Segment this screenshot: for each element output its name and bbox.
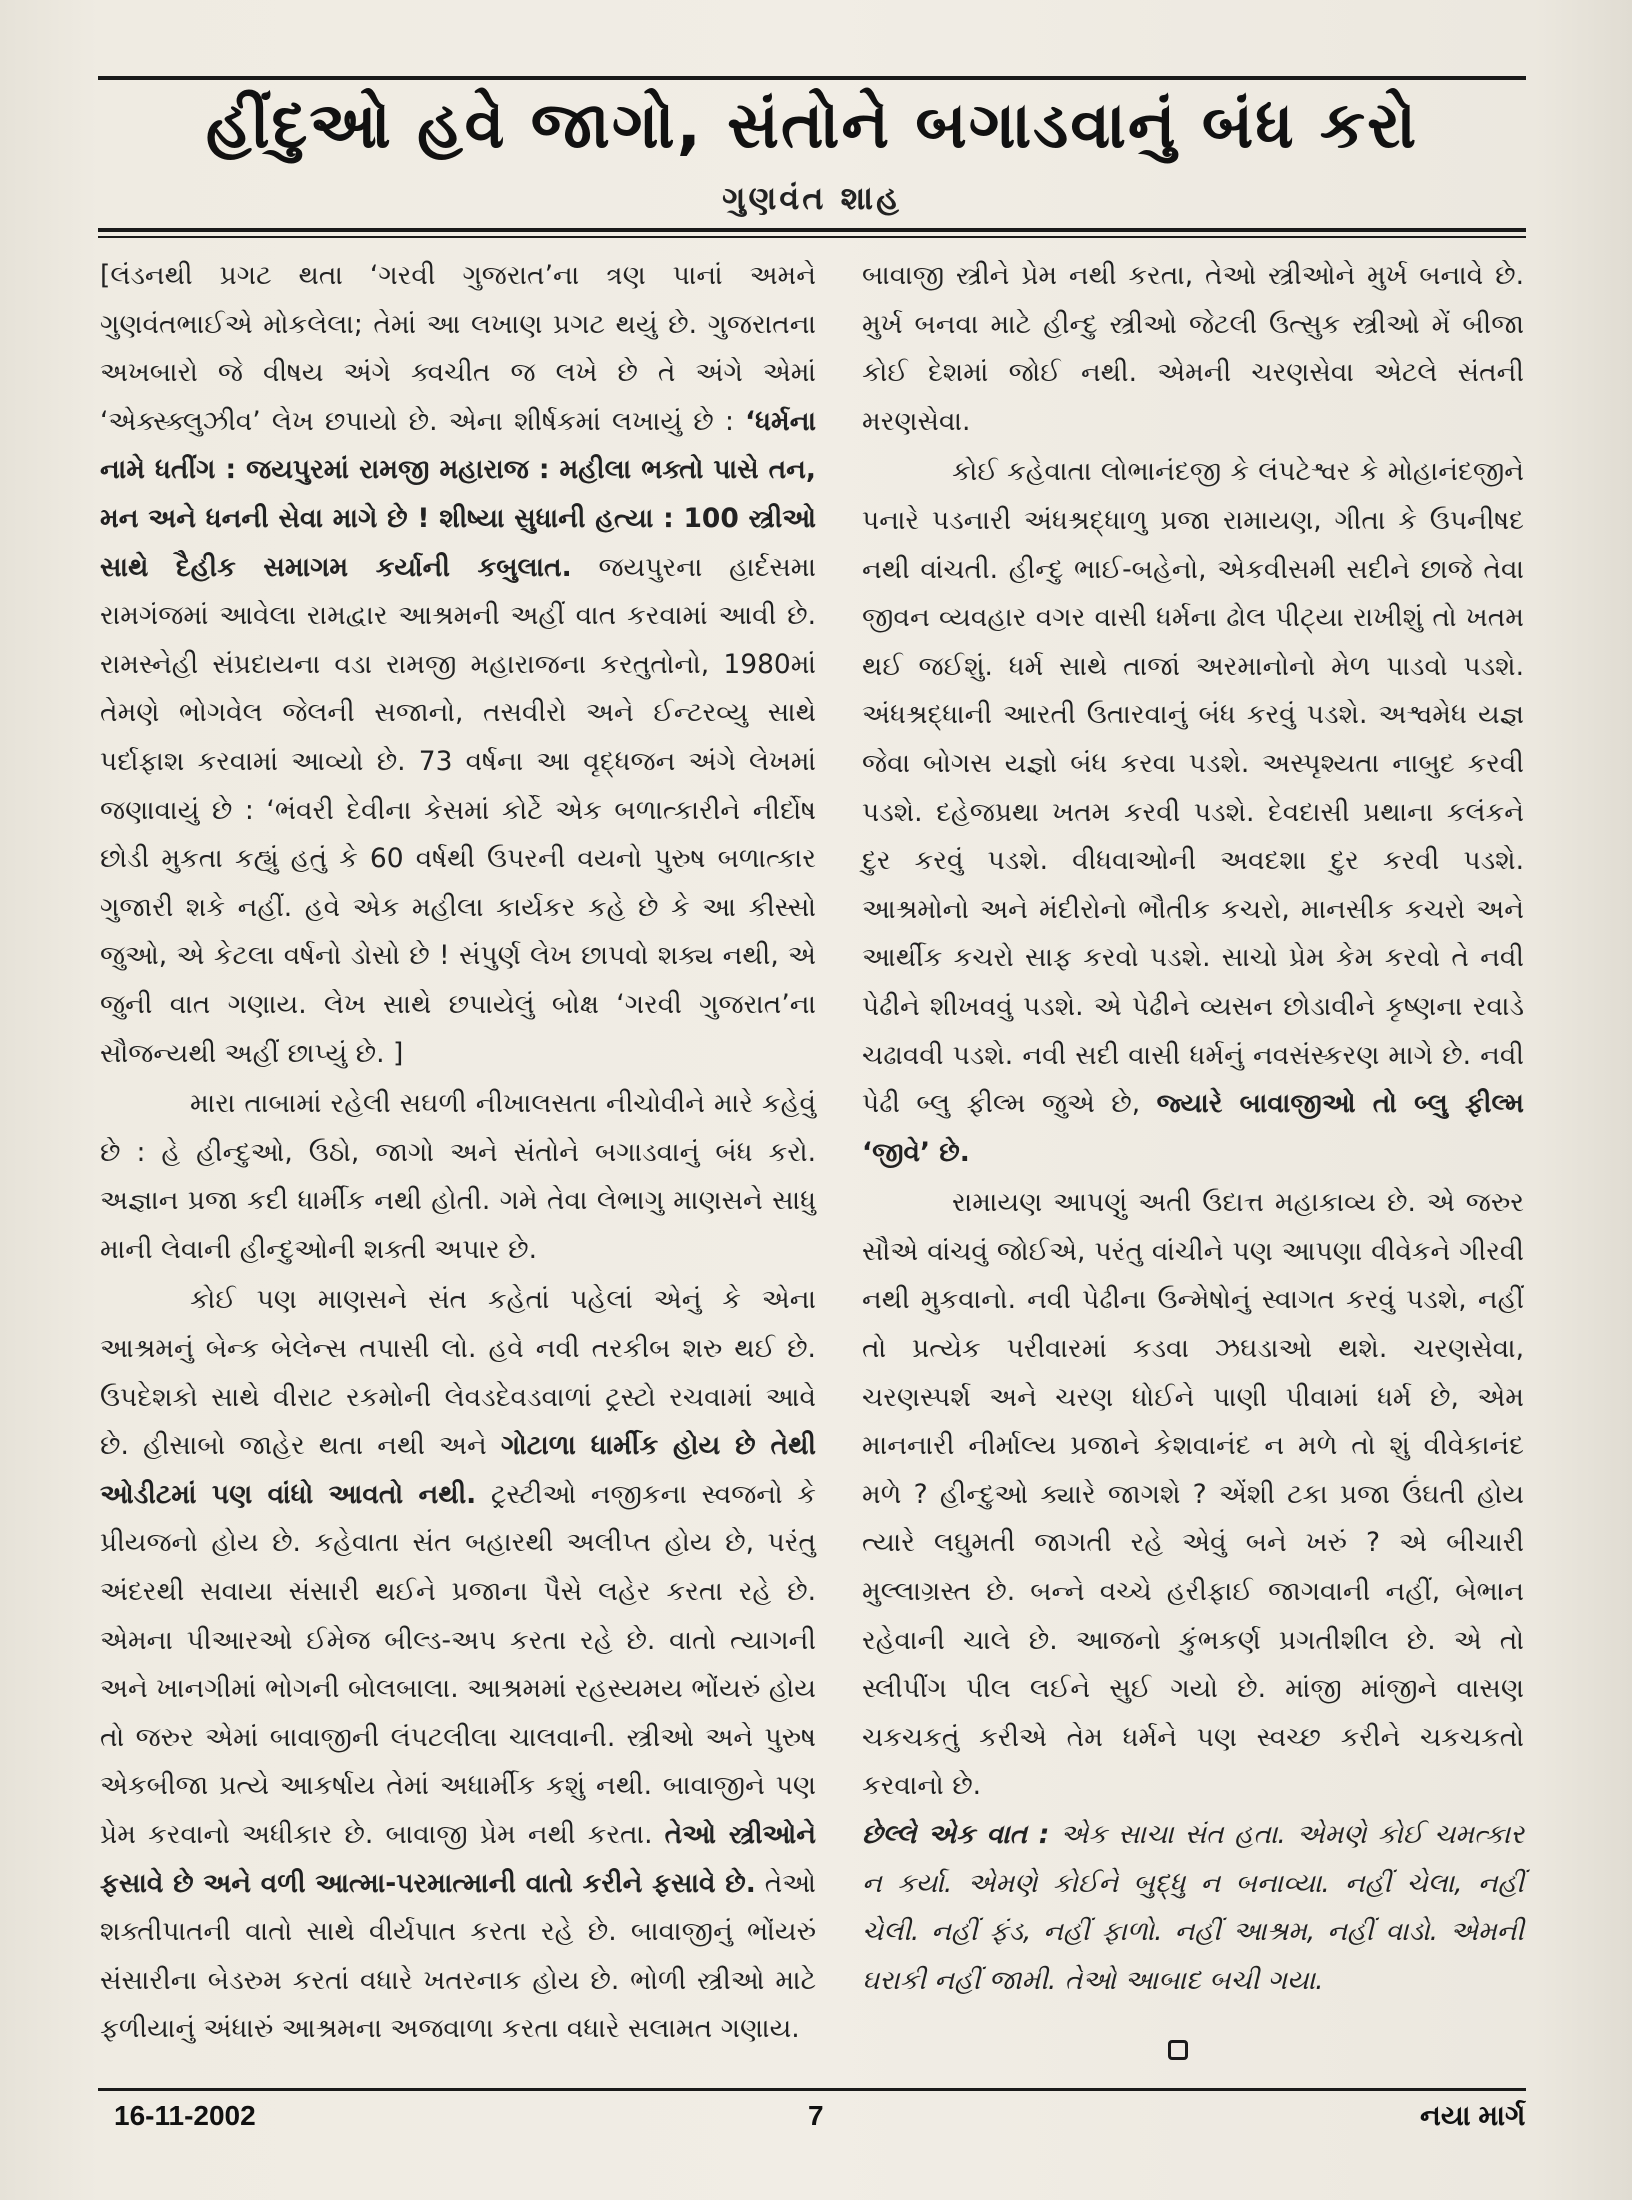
paragraph-2-text: કોઈ પણ માણસને સંત કહેતાં પહેલાં એનું કે એના આશ્રમનું બેન્ક બેલેન્સ તપાસી લો. હવે નવી તરકીબ શરુ થઈ છે. ઉપદેશકો સાથે વીરાટ રકમોની લેવડદેવડવાળાં ટ્રસ્ટો રચવામાં આવે છે. હીસાબો જાહેર થતા નથી અને (100, 1284, 816, 1462)
footer-date: 16-11-2002 (114, 2100, 256, 2131)
header-rule-thin (98, 236, 1526, 238)
author-byline: ગુણવંત શાહ (722, 179, 902, 217)
paragraph-2-bold: ગોટાળા ધાર્મીક હોય છે તેથી ઓડીટમાં પણ વાંધો આવતો નથી. (100, 1430, 816, 1510)
paragraph-b-text: કોઈ કહેવાતા લોભાનંદજી કે લંપટેશ્વર કે મોહાનંદજીને પનારે પડનારી અંધશ્રદ્ધાળુ પ્રજા રામાયણ, ગીતા કે ઉપનીષદ નથી વાંચતી. હીન્દુ ભાઈ-બહેનો, એકવીસમી સદીને છાજે તેવા જીવન વ્યવહાર વગર વાસી ધર્મના ઢોલ પીટ્યા રાખીશું તો ખતમ થઈ જઈશું. ધર્મ સાથે તાજાં અરમાનોનો મેળ પાડવો પડશે. અંધશ્રદ્ધાની આરતી ઉતારવાનું બંધ કરવું પડશે. અશ્વમેધ યજ્ઞ જેવા બોગસ યજ્ઞો બંધ કરવા પડશે. અસ્પૃશ્યતા નાબુદ કરવી પડશે. દહેજપ્રથા ખતમ કરવી પડશે. દેવદાસી પ્રથાના કલંકને દુર કરવું પડશે. વીધવાઓની અવદશા દુર કરવી પડશે. આશ્રમોનો અને મંદીરોનો ભૌતીક કચરો, માનસીક કચરો અને આર્થીક કચરો સાફ કરવો પડશે. સાચો પ્રેમ કેમ કરવો તે નવી પેઢીને શીખવવું પડશે. એ પેઢીને વ્યસન છોડાવીને કૃષ્ણના રવાડે ચઢાવવી પડશે. નવી સદી વાસી ધર્મનું નવસંસ્કરણ માગે છે. નવી પેઢી બ્લુ ફીલ્મ જુએ છે, (862, 456, 1524, 1120)
footer-page-number: 7 (808, 2100, 824, 2131)
paragraph-2 (100, 1276, 816, 2054)
paragraph-2-text-end: તેઓ શક્તીપાતની વાતો સાથે વીર્યપાત કરતા રહે છે. બાવાજીનું ભોંયરું સંસારીના બેડરુમ કરતાં વધારે ખતરનાક હોય છે. ભોળી સ્ત્રીઓ માટે ફળીયાનું અંધારું આશ્રમના અજવાળા કરતા વધારે સલામત ગણાય. (100, 1867, 816, 2045)
paragraph-b-bold: જ્યારે બાવાજીઓ તો બ્લુ ફીલ્મ ‘જીવે’ છે. (862, 1088, 1525, 1168)
article-headline: હીંદુઓ હવે જાગો, સંતોને બગાડવાનું બંધ કરો (205, 89, 1419, 163)
top-rule (98, 76, 1526, 80)
paragraph-2-bold-2: તેઓ સ્ત્રીઓને ફસાવે છે અને વળી આત્મા-પરમાત્માની વાતો કરીને ફસાવે છે. (100, 1819, 816, 1899)
intro-text-continued: જયપુરના હાર્દસમા રામગંજમાં આવેલા રામદ્વાર આશ્રમની અહીં વાત કરવામાં આવી છે. રામસ્નેહી સંપ્રદાયના વડા રામજી મહારાજના કરતુતોનો, 1980માં તેમણે ભોગવેલ જેલની સજાનો, તસવીરો અને ઈન્ટરવ્યુ સાથે પર્દાફાશ કરવામાં આવ્યો છે. 73 વર્ષના આ વૃદ્ધજન અંગે લેખમાં જણાવાયું છે : ‘ભંવરી દેવીના કેસમાં કોર્ટે એક બળાત્કારીને નીર્દોષ છોડી મુકતા કહ્યું હતું કે 60 વર્ષથી ઉપરની વયનો પુરુષ બળાત્કાર ગુજારી શકે નહીં. હવે એક મહીલા કાર્યકર કહે છે કે આ કીસ્સો જુઓ, એ કેટલા વર્ષનો ડોસો છે ! સંપુર્ણ લેખ છાપવો શક્ય નથી, એ જુની વાત ગણાય. લેખ સાથે છપાયેલું બોક્ષ ‘ગરવી ગુજરાત’ના સૌજન્યથી અહીં છાપ્યું છે. ] (100, 551, 816, 1069)
editor-intro (100, 252, 816, 1078)
intro-bold-text: ‘ધર્મના નામે ધતીંગ : જયપુરમાં રામજી મહારાજ : મહીલા ભક્તો પાસે તન, મન અને ધનની સેવા માગે છે ! શીષ્યા સુધાની હત્યા : 100 સ્ત્રીઓ સાથે દૈહીક સમાગમ કર્યાની કબુલાત. (100, 405, 816, 583)
paragraph-b (862, 448, 1524, 1177)
end-of-article-icon (1168, 2040, 1188, 2060)
paragraph-1: મારા તાબામાં રહેલી સઘળી નીખાલસતા નીચોવીને મારે કહેવું છે : હે હીન્દુઓ, ઉઠો, જાગો અને સંતોને બગાડવાનું બંધ કરો. અજ્ઞાન પ્રજા કદી ધાર્મીક નથી હોતી. ગમે તેવા લેભાગુ માણસને સાધુ માની લેવાની હીન્દુઓની શક્તી અપાર છે. (100, 1088, 816, 1265)
footer-rule (98, 2088, 1526, 2091)
closing-text: એક સાચા સંત હતા. એમણે કોઈ ચમત્કાર ન કર્યા. એમણે કોઈને બુદ્ધુ ન બનાવ્યા. નહીં ચેલા, નહીં ચેલી. નહીં ફંડ, નહીં ફાળો. નહીં આશ્રમ, નહીં વાડો. એમની ઘરાકી નહીં જામી. તેઓ આબાદ બચી ગયા. (862, 1819, 1524, 1996)
closing-label: છેલ્લે એક વાત : (862, 1819, 1050, 1850)
header-rule (98, 228, 1526, 232)
paragraph-a: બાવાજી સ્ત્રીને પ્રેમ નથી કરતા, તેઓ સ્ત્રીઓને મુર્ખ બનાવે છે. મુર્ખ બનવા માટે હીન્દુ સ્ત્રીઓ જેટલી ઉત્સુક સ્ત્રીઓ મેં બીજા કોઈ દેશમાં જોઈ નથી. એમની ચરણસેવા એટલે સંતની મરણસેવા. (862, 260, 1524, 437)
right-column (862, 252, 1524, 2005)
intro-text: [લંડનથી પ્રગટ થતા ‘ગરવી ગુજરાત’ના ત્રણ પાનાં અમને ગુણવંતભાઈએ મોકલેલા; તેમાં આ લખાણ પ્રગટ થયું છે. ગુજરાતના અખબારો જે વીષય અંગે ક્વચીત જ લખે છે તે અંગે એમાં ‘એક્સ્ક્લુઝીવ’ લેખ છપાયો છે. એના શીર્ષકમાં લખાયું છે : (100, 260, 816, 437)
left-column (100, 252, 816, 2054)
paragraph-2-text-continued: ટ્રસ્ટીઓ નજીકના સ્વજનો કે પ્રીયજનો હોય છે. કહેવાતા સંત બહારથી અલીપ્ત હોય છે, પરંતુ અંદરથી સવાયા સંસારી થઈને પ્રજાના પૈસે લહેર કરતા રહે છે. એમના પીઆરઓ ઈમેજ બીલ્ડ-અપ કરતા રહે છે. વાતો ત્યાગની અને ખાનગીમાં ભોગની બોલબાલા. આશ્રમમાં રહસ્યમય ભોંયરું હોય તો જરુર એમાં બાવાજીની લંપટલીલા ચાલવાની. સ્ત્રીઓ અને પુરુષ એકબીજા પ્રત્યે આકર્ષાય તેમાં અધાર્મીક કશું નથી. બાવાજીને પણ પ્રેમ કરવાનો અધીકાર છે. બાવાજી પ્રેમ નથી કરતા. (100, 1478, 816, 1850)
closing-paragraph (862, 1811, 1524, 2005)
footer-publication-name: નયા માર્ગ (1420, 2100, 1526, 2131)
paragraph-c: રામાયણ આપણું અતી ઉદાત્ત મહાકાવ્ય છે. એ જરુર સૌએ વાંચવું જોઈએ, પરંતુ વાંચીને પણ આપણા વીવેકને ગીરવી નથી મુકવાનો. નવી પેઢીના ઉન્મેષોનું સ્વાગત કરવું પડશે, નહીં તો પ્રત્યેક પરીવારમાં કડવા ઝઘડાઓ થશે. ચરણસેવા, ચરણસ્પર્શ અને ચરણ ધોઈને પાણી પીવામાં ધર્મ છે, એમ માનનારી નીર્માલ્ય પ્રજાને કેશવાનંદ ન મળે તો શું વીવેકાનંદ મળે ? હીન્દુઓ ક્યારે જાગશે ? એંશી ટકા પ્રજા ઉંઘતી હોય ત્યારે લઘુમતી જાગતી રહે એવું બને ખરું ? એ બીચારી મુલ્લાગ્રસ્ત છે. બન્ને વચ્ચે હરીફાઈ જાગવાની નહીં, બેભાન રહેવાની ચાલે છે. આજનો કુંભકર્ણ પ્રગતીશીલ છે. એ તો સ્લીપીંગ પીલ લઈને સુઈ ગયો છે. માંજી માંજીને વાસણ ચકચકતું કરીએ તેમ ધર્મને પણ સ્વચ્છ કરીને ચકચકતો કરવાનો છે. (862, 1187, 1524, 1802)
